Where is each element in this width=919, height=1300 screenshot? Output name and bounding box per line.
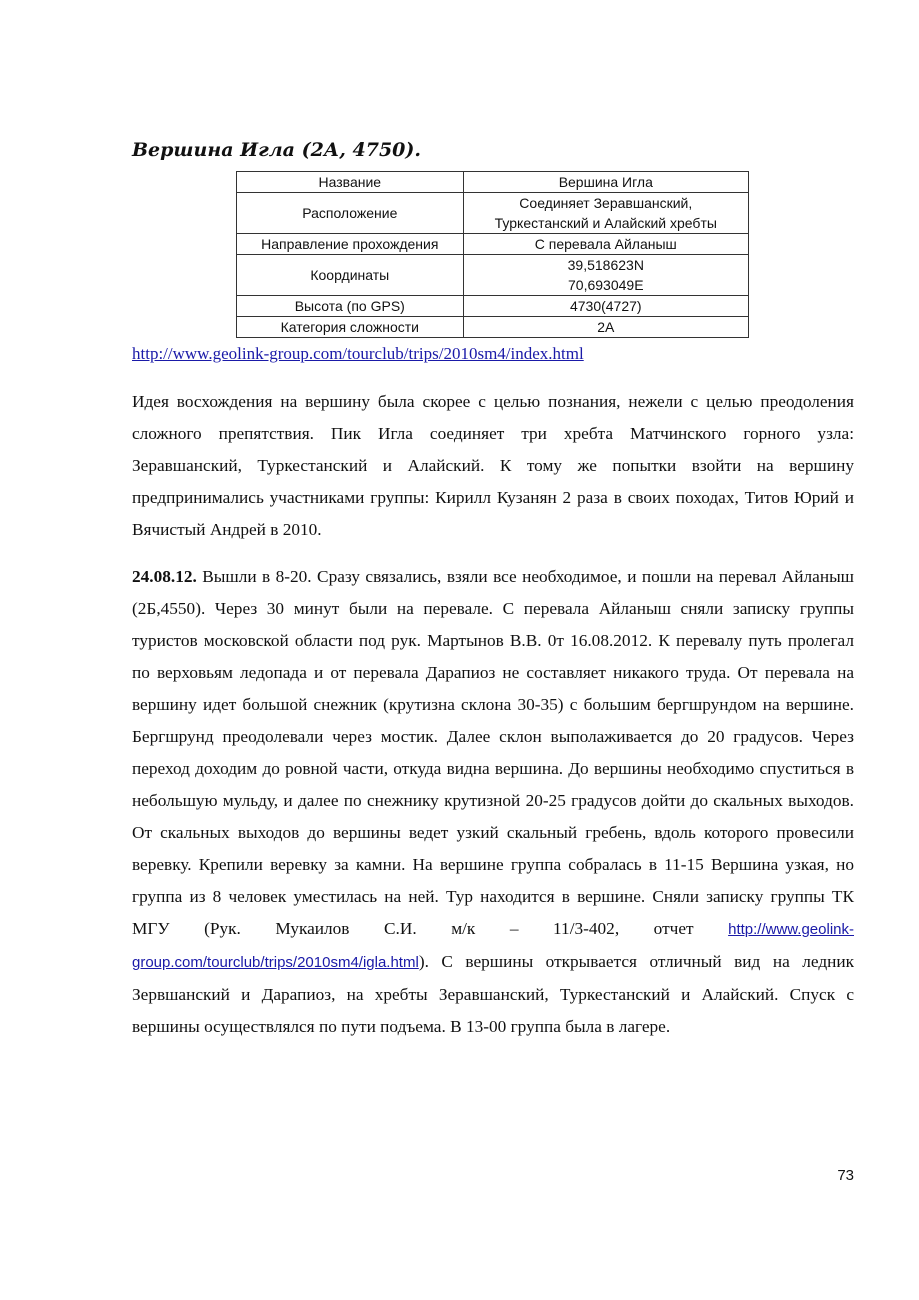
table-value-coordinates bbox=[463, 255, 748, 296]
table-key-direction: Направление прохождения bbox=[237, 234, 464, 255]
table-value-line: Вершина Игла bbox=[558, 174, 653, 190]
page-number: 73 bbox=[837, 1167, 854, 1184]
table-row bbox=[237, 172, 749, 193]
table-row bbox=[237, 255, 749, 296]
table-row bbox=[237, 296, 749, 317]
table-value-direction bbox=[463, 234, 748, 255]
table-value-line: 2А bbox=[597, 319, 615, 335]
table-key-location: Расположение bbox=[237, 193, 464, 234]
ascent-date: 24.08.12. bbox=[132, 567, 197, 586]
table-value-difficulty bbox=[463, 317, 748, 338]
table-value-altitude bbox=[463, 296, 748, 317]
section-heading: Вершина Игла (2А, 4750). bbox=[132, 139, 421, 161]
intro-paragraph: Идея восхождения на вершину была скорее с целью познания, нежели с целью преодоления сложного препятствия. Пик Игла соединяет три хребта Матчинского горного узла: Зеравшанский, Туркестанский и Алайский. К тому же попытки взойти на вершину предпринимались участниками группы: Кирилл Кузанян 2 раза в своих походах, Титов Юрий и Вячистый Андрей в 2010. bbox=[132, 392, 854, 539]
report-link[interactable]: http://www.geolink-group.com/tourclub/trips/2010sm4/igla.html bbox=[132, 921, 854, 971]
table-value-name bbox=[463, 172, 748, 193]
table-key-difficulty: Категория сложности bbox=[237, 317, 464, 338]
table-key-name: Название bbox=[237, 172, 464, 193]
table-value-line: Соединяет Зеравшанский, bbox=[519, 195, 693, 211]
ascent-text: Вышли в 8-20. Сразу связались, взяли все необходимое, и пошли на перевал Айланыш (2Б,4550). Через 30 минут были на перевале. С перевала Айланыш сняли записку группы туристов московской области под рук. Мартынов В.В. 0т 16.08.2012. К перевалу путь пролегал по верховьям ледопада и от перевала Дарапиоз не составляет никакого труда. От перевала на вершину идет большой снежник (крутизна склона 30-35) с большим бергшрундом на вершине. Бергшрунд преодолевали через мостик. Далее склон выполаживается до 20 градусов. Через переход доходим до ровной части, откуда видна вершина. До вершины необходимо спуститься в небольшую мульду, и далее по снежнику крутизной 20-25 градусов дойти до скальных выходов. От скальных выходов до вершины ведет узкий скальный гребень, вдоль которого провесили веревку. Крепили веревку за камни. На вершине группа собралась в 11-15 Вершина узкая, но группа из 8 человек уместилась на ней. Тур находится в вершине. Сняли записку группы ТК МГУ (Рук. Мукаилов С.И. м/к – 11/3-402, отчет bbox=[132, 567, 854, 938]
table-value-line: 39,518623N bbox=[567, 257, 644, 273]
table-value-line: С перевала Айланыш bbox=[534, 236, 677, 252]
table-key-altitude: Высота (по GPS) bbox=[237, 296, 464, 317]
table-row bbox=[237, 317, 749, 338]
table-value-line: Туркестанский и Алайский хребты bbox=[494, 215, 717, 231]
table-row bbox=[237, 193, 749, 234]
table-row bbox=[237, 234, 749, 255]
table-key-coordinates: Координаты bbox=[237, 255, 464, 296]
table-value-line: 70,693049E bbox=[568, 277, 644, 293]
source-link[interactable]: http://www.geolink-group.com/tourclub/trips/2010sm4/index.html bbox=[132, 344, 584, 363]
table-value-line: 4730(4727) bbox=[569, 298, 642, 314]
ascent-paragraph bbox=[132, 561, 854, 1043]
summit-info-table bbox=[236, 171, 749, 338]
table-value-location bbox=[463, 193, 748, 234]
ascent-text-end: ). С вершины открывается отличный вид на ледник Зервшанский и Дарапиоз, на хребты Зеравшанский, Туркестанский и Алайский. Спуск с вершины осуществлялся по пути подъема. В 13-00 группа была в лагере. bbox=[132, 952, 854, 1036]
